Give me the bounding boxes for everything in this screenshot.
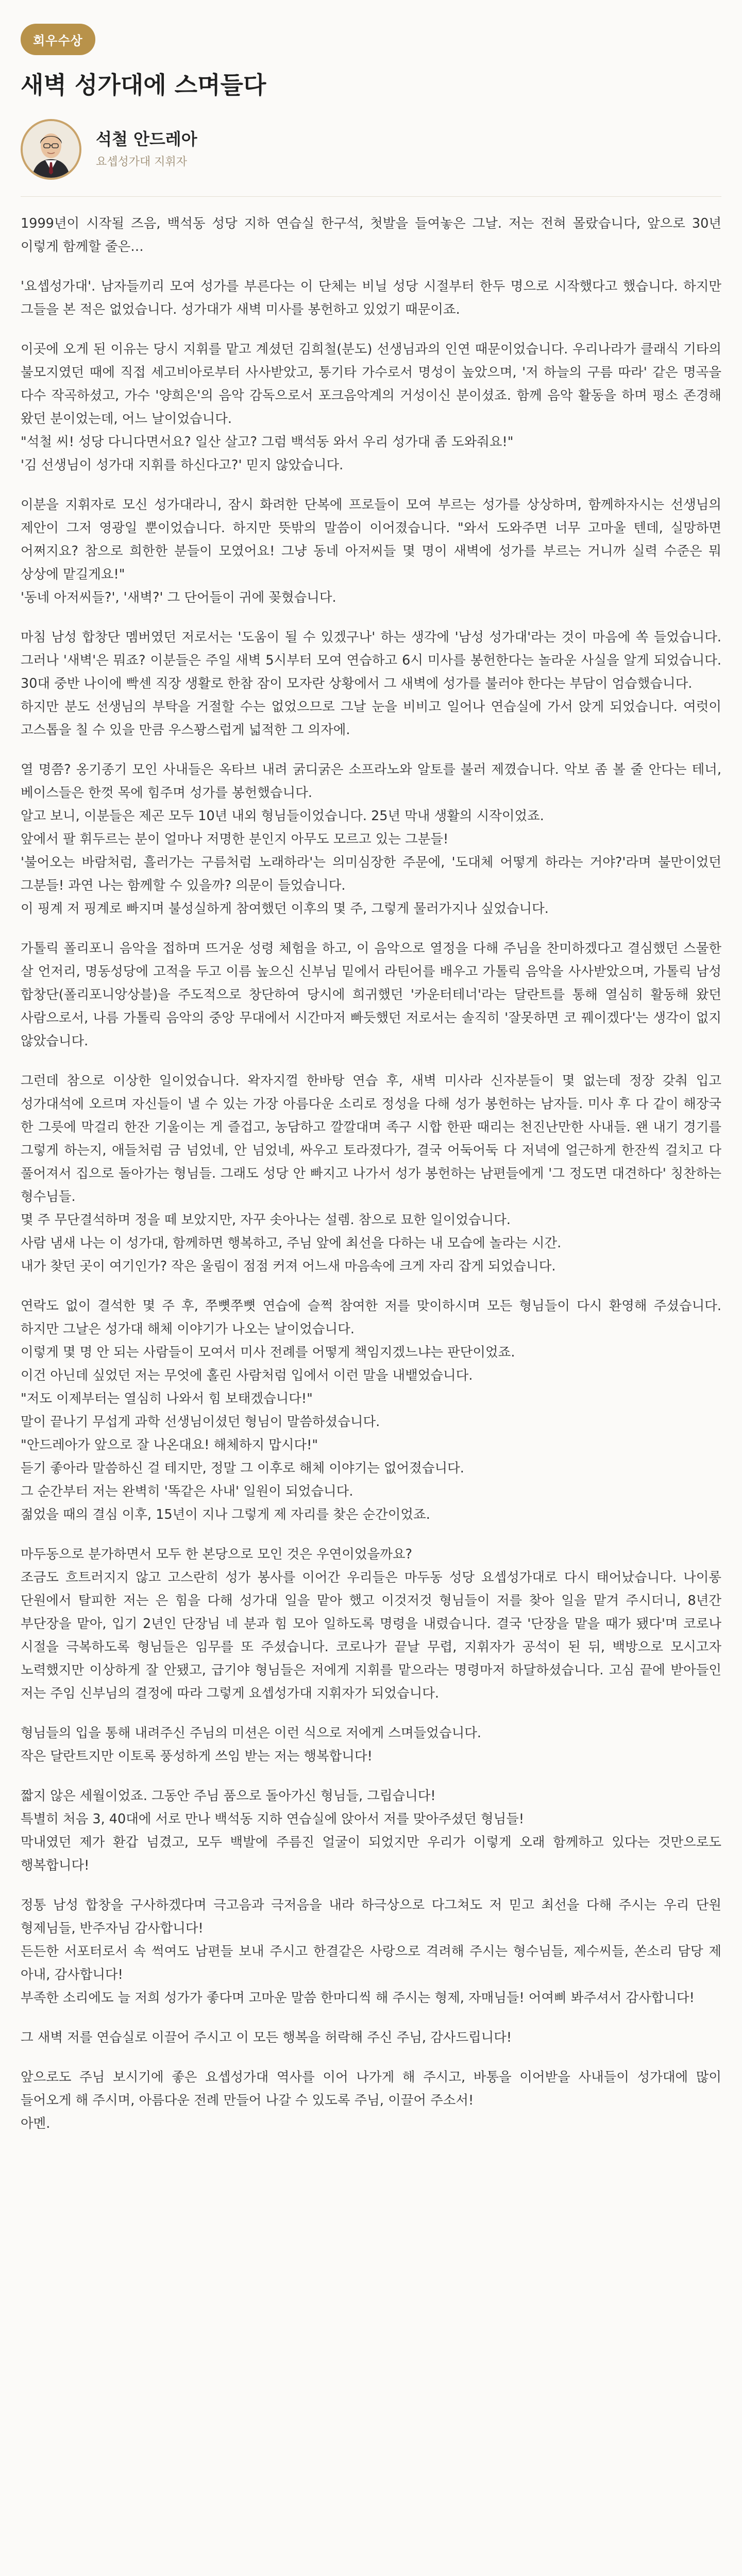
paragraph-line: 마침 남성 합창단 멤버였던 저로서는 '도움이 될 수 있겠구나' 하는 생각에 '남성 성가대'라는 것이 마음에 쏙 들었습니다. 그러나 '새벽'은 뭐죠? 이분들은 주일 새벽 5시부터 모여 연습하고 6시 미사를 봉헌한다는 놀라운 사실을 알게 되었습니다. 30대 중반 나이에 빡센 직장 생활로 한참 잠이 모자란 상황에서 그 새벽에 성가를 불러야 한다는 부담이 엄습했습니다. (21, 629, 721, 691)
article-paragraph (21, 1295, 721, 1527)
article-paragraph (21, 2026, 721, 2049)
paragraph-line: 듣기 좋아라 말씀하신 걸 테지만, 정말 그 이후로 해체 이야기는 없어졌습니다. (21, 1460, 464, 1476)
paragraph-line: 이건 아닌데 싶었던 저는 무엇에 홀린 사람처럼 입에서 이런 말을 내뱉었습니다. (21, 1367, 473, 1383)
article-body (21, 212, 721, 2136)
paragraph-line: 이렇게 몇 명 안 되는 사람들이 모여서 미사 전례를 어떻게 책임지겠느냐는 판단이었죠. (21, 1344, 515, 1360)
paragraph-line: '요셉성가대'. 남자들끼리 모여 성가를 부른다는 이 단체는 비닐 성당 시절부터 한두 명으로 시작했다고 했습니다. 하지만 그들을 본 적은 없었습니다. 성가대가 새벽 미사를 봉헌하고 있었기 때문이죠. (21, 278, 721, 317)
paragraph-line: 연락도 없이 결석한 몇 주 후, 쭈뼛쭈뼛 연습에 슬쩍 참여한 저를 맞이하시며 모든 형님들이 다시 환영해 주셨습니다. 하지만 그날은 성가대 해체 이야기가 나오는 날이었습니다. (21, 1298, 721, 1337)
paragraph-line: 그 순간부터 저는 완벽히 '똑같은 사내' 일원이 되었습니다. (21, 1483, 353, 1499)
paragraph-line: "석철 씨! 성당 다니다면서요? 일산 살고? 그럼 백석동 와서 우리 성가대 좀 도와줘요!" (21, 434, 514, 450)
paragraph-line: 그 새벽 저를 연습실로 이끌어 주시고 이 모든 행복을 허락해 주신 주님, 감사드립니다! (21, 2029, 512, 2045)
paragraph-line: 이분을 지휘자로 모신 성가대라니, 잠시 화려한 단복에 프로들이 모여 부르는 성가를 상상하며, 함께하자시는 선생님의 제안이 그저 영광일 뿐이었습니다. 하지만 뜻밖의 말씀이 이어졌습니다. "와서 도와주면 너무 고마울 텐데, 실망하면 어쩌지요? 참으로 희한한 분들이 모였어요! 그냥 동네 아저씨들 몇 명이 새벽에 성가를 부르는 거니까 실력 수준은 뭐 상상에 맡길게요!" (21, 497, 721, 582)
paragraph-line: 조금도 흐트러지지 않고 고스란히 성가 봉사를 이어간 우리들은 마두동 성당 요셉성가대로 다시 태어났습니다. 나이롱 단원에서 탈피한 저는 은 힘을 다해 성가대 일을 맡아 했고 이것저것 형님들이 저를 찾아 일을 맡겨 주시더니, 8년간 부단장을 맡아, 입기 2년인 단장님 네 분과 힘 모아 일하도록 명령을 내렸습니다. 결국 '단장을 맡을 때가 됐다'며 코로나 시절을 극복하도록 형님들은 임무를 또 주셨습니다. 코로나가 끝날 무렵, 지휘자가 공석이 된 뒤, 백방으로 모시고자 노력했지만 이상하게 잘 안됐고, 급기야 형님들은 저에게 지휘를 맡으라는 명령마저 하달하셨습니다. 고심 끝에 받아들인 저는 주임 신부님의 결정에 따라 그렇게 요셉성가대 지휘자가 되었습니다. (21, 1569, 721, 1701)
paragraph-line: 든든한 서포터로서 속 썩여도 남편들 보내 주시고 한결같은 사랑으로 격려해 주시는 형수님들, 제수씨들, 쏜소리 담당 제 아내, 감사합니다! (21, 1943, 721, 1982)
paragraph-line: 그런데 참으로 이상한 일이었습니다. 왁자지껄 한바탕 연습 후, 새벽 미사라 신자분들이 몇 없는데 정장 갖춰 입고 성가대석에 오르며 자신들이 낼 수 있는 가장 아름다운 소리로 정성을 다해 성가 봉헌하는 남자들. 미사 후 다 같이 해장국 한 그릇에 막걸리 한잔 기울이는 게 즐겁고, 농담하고 깔깔대며 족구 시합 한판 때리는 천진난만한 사내들. 왠 내기 경기를 그렇게 하는지, 애들처럼 금 넘었네, 안 넘었네, 싸우고 토라졌다가, 결국 어둑어둑 다 저녁에 얼근하게 한잔씩 걸치고 다 풀어져서 집으로 돌아가는 형님들. 그래도 성당 안 빠지고 나가서 성가 봉헌하는 남편들에게 '그 정도면 대견하다' 칭찬하는 형수님들. (21, 1073, 721, 1205)
article-paragraph (21, 758, 721, 921)
paragraph-line: '김 선생님이 성가대 지휘를 하신다고?' 믿지 않았습니다. (21, 457, 344, 473)
article-paragraph (21, 494, 721, 609)
paragraph-line: 정통 남성 합창을 구사하겠다며 극고음과 극저음을 내라 하극상으로 다그쳐도 저 믿고 최선을 다해 주시는 우리 단원 형제님들, 반주자님 감사합니다! (21, 1897, 721, 1936)
author-info (96, 129, 197, 169)
article-paragraph (21, 1070, 721, 1278)
paragraph-line: 앞으로도 주님 보시기에 좋은 요셉성가대 역사를 이어 나가게 해 주시고, 바통을 이어받을 사내들이 성가대에 많이 들어오게 해 주시며, 아름다운 전례 만들어 나갈 수 있도록 주님, 이끌어 주소서! (21, 2069, 721, 2108)
article-paragraph (21, 2066, 721, 2136)
paragraph-line: '불어오는 바람처럼, 흘러가는 구름처럼 노래하라'는 의미심장한 주문에, '도대체 어떻게 하라는 거야?'라며 불만이었던 그분들! 과연 나는 함께할 수 있을까? 의문이 들었습니다. (21, 854, 721, 893)
paragraph-line: 몇 주 무단결석하며 정을 떼 보았지만, 자꾸 솟아나는 설렘. 참으로 묘한 일이었습니다. (21, 1212, 511, 1228)
paragraph-line: 짧지 않은 세월이었죠. 그동안 주님 품으로 돌아가신 형님들, 그립습니다! (21, 1788, 436, 1804)
article-paragraph (21, 1543, 721, 1705)
article-paragraph (21, 338, 721, 477)
paragraph-line: 젊었을 때의 결심 이후, 15년이 지나 그렇게 제 자리를 찾은 순간이었죠. (21, 1506, 430, 1522)
paragraph-line: "안드레아가 앞으로 잘 나온대요! 해체하지 맙시다!" (21, 1437, 318, 1453)
person-portrait-icon (21, 119, 81, 180)
article-paragraph (21, 937, 721, 1053)
paragraph-line: 이 핑계 저 핑계로 빠지며 불성실하게 참여했던 이후의 몇 주, 그렇게 물러가지나 싶었습니다. (21, 901, 549, 917)
paragraph-line: 사람 냄새 나는 이 성가대, 함께하면 행복하고, 주님 앞에 최선을 다하는 내 모습에 놀라는 시간. (21, 1235, 562, 1251)
paragraph-line: 마두동으로 분가하면서 모두 한 본당으로 모인 것은 우연이었을까요? (21, 1546, 412, 1562)
paragraph-line: 부족한 소리에도 늘 저희 성가가 좋다며 고마운 말씀 한마디씩 해 주시는 형제, 자매님들! 어여삐 봐주셔서 감사합니다! (21, 1990, 695, 2006)
award-badge: 회우수상 (21, 24, 95, 55)
author-role: 요셉성가대 지휘자 (96, 156, 188, 169)
author-block (21, 119, 721, 197)
paragraph-line: 앞에서 팔 휘두르는 분이 얼마나 저명한 분인지 아무도 모르고 있는 그분들! (21, 831, 449, 847)
paragraph-line: 말이 끝나기 무섭게 과학 선생님이셨던 형님이 말씀하셨습니다. (21, 1414, 380, 1430)
article-title: 새벽 성가대에 스며들다 (21, 71, 266, 99)
paragraph-line: 막내였던 제가 환갑 넘겼고, 모두 백발에 주름진 얼굴이 되었지만 우리가 이렇게 오래 함께하고 있다는 것만으로도 행복합니다! (21, 1834, 721, 1873)
paragraph-line: 가톨릭 폴리포니 음악을 접하며 뜨거운 성령 체험을 하고, 이 음악으로 열정을 다해 주님을 찬미하겠다고 결심했던 스물한 살 언저리, 명동성당에 고적을 두고 이름 높으신 신부님 밑에서 라틴어를 배우고 가톨릭 음악을 사사받았으며, 가톨릭 남성 합창단(폴리포니앙상블)을 주도적으로 창단하여 당시에 희귀했던 '카운터테너'라는 달란트를 통해 열심히 활동해 왔던 사람으로서, 나름 가톨릭 음악의 중앙 무대에서 시간마저 빠듯했던 저로서는 솔직히 '잘못하면 코 꿰이겠다'는 생각이 없지 않았습니다. (21, 940, 721, 1049)
paragraph-line: 내가 찾던 곳이 여기인가? 작은 울림이 점점 커져 어느새 마음속에 크게 자리 잡게 되었습니다. (21, 1258, 556, 1274)
paragraph-line: 형님들의 입을 통해 내려주신 주님의 미션은 이런 식으로 저에게 스며들었습니다. (21, 1725, 481, 1741)
paragraph-line: 하지만 분도 선생님의 부탁을 거절할 수는 없었으므로 그날 눈을 비비고 일어나 연습실에 가서 앉게 되었습니다. 여럿이 고스톱을 칠 수 있을 만큼 우스꽝스럽게 넓적한 그 의자에. (21, 699, 721, 738)
paragraph-line: 알고 보니, 이분들은 제곤 모두 10년 내외 형님들이었습니다. 25년 막내 생활의 시작이었죠. (21, 808, 544, 824)
paragraph-line: 이곳에 오게 된 이유는 당시 지휘를 맡고 계셨던 김희철(분도) 선생님과의 인연 때문이었습니다. 우리나라가 클래식 기타의 불모지였던 때에 직접 세고비아로부터 사사받았고, 통기타 가수로서 명성이 높았으며, '저 하늘의 구름 따라' 같은 명곡을 다수 작곡하셨고, 가수 '양희은'의 음악 감독으로서 포크음악계의 거성이신 분이셨죠. 함께 음악 활동을 하며 평소 존경해 왔던 분이었는데, 어느 날이었습니다. (21, 341, 721, 427)
article-paragraph (21, 1722, 721, 1768)
paragraph-line: "저도 이제부터는 열심히 나와서 힘 보태겠습니다!" (21, 1391, 313, 1406)
paragraph-line: 열 명쯤? 옹기종기 모인 사내들은 옥타브 내려 굵디굵은 소프라노와 알토를 불러 제꼈습니다. 악보 좀 볼 줄 안다는 테너, 베이스들은 한껏 목에 힘주며 성가를 봉헌했습니다. (21, 761, 721, 801)
article-paragraph (21, 1785, 721, 1877)
article-paragraph (21, 275, 721, 321)
paragraph-line: 작은 달란트지만 이토록 풍성하게 쓰임 받는 저는 행복합니다! (21, 1748, 373, 1764)
author-name: 석철 안드레아 (96, 129, 197, 149)
paragraph-line: '동네 아저씨들?', '새벽?' 그 단어들이 귀에 꽂혔습니다. (21, 589, 336, 605)
article-paragraph (21, 212, 721, 259)
paragraph-line: 특별히 처음 3, 40대에 서로 만나 백석동 지하 연습실에 앉아서 저를 맞아주셨던 형님들! (21, 1811, 525, 1827)
article-paragraph (21, 1894, 721, 2010)
paragraph-line: 아멘. (21, 2115, 50, 2131)
article-paragraph (21, 626, 721, 742)
paragraph-line: 1999년이 시작될 즈음, 백석동 성당 지하 연습실 한구석, 첫발을 들여놓은 그날. 저는 전혀 몰랐습니다, 앞으로 30년 이렇게 함께할 줄은… (21, 215, 721, 255)
